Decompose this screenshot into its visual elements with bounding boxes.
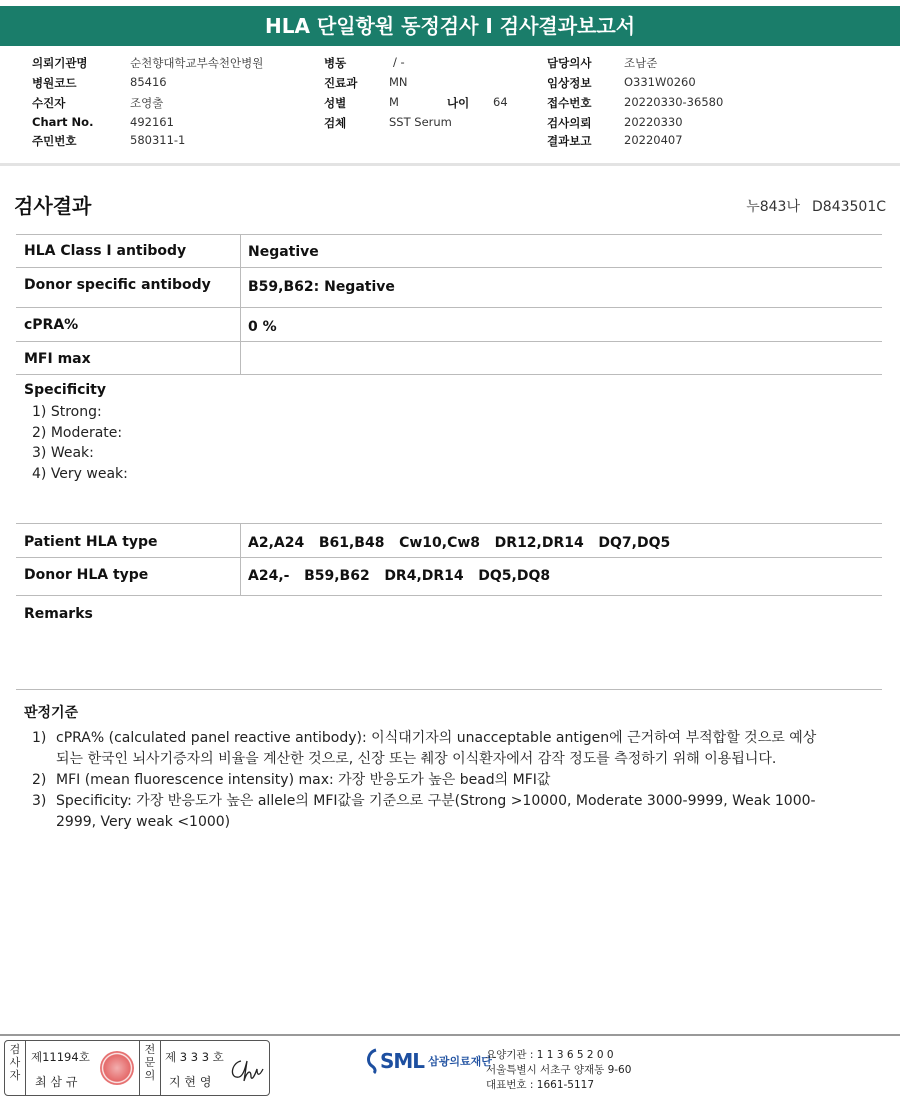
signature-icon xyxy=(227,1055,265,1085)
row-label: Donor HLA type xyxy=(24,567,149,583)
seal-icon xyxy=(100,1051,134,1085)
examiner-name: 최 삼 규 xyxy=(35,1075,78,1089)
row-label: MFI max xyxy=(24,351,91,367)
specialist-label: 전문의 xyxy=(144,1043,156,1082)
agency-code: 요양기관 : 1 1 3 6 5 2 0 0 xyxy=(486,1049,614,1061)
row-label: HLA Class I antibody xyxy=(24,243,187,259)
remarks-divider xyxy=(16,689,882,690)
meta-label: Chart No. xyxy=(32,115,94,129)
results-table xyxy=(16,234,882,375)
row-value: A24,- B59,B62 DR4,DR14 DQ5,DQ8 xyxy=(248,568,551,584)
meta-value: 20220330 xyxy=(624,115,683,129)
meta-value: 조남준 xyxy=(624,56,658,70)
specialist-name: 지 현 영 xyxy=(169,1075,212,1089)
logo-text: SML xyxy=(380,1049,425,1073)
row-label: Patient HLA type xyxy=(24,534,158,550)
row-label: cPRA% xyxy=(24,317,79,333)
table-row xyxy=(16,524,882,558)
meta-value: 20220407 xyxy=(624,133,683,147)
sample-id xyxy=(734,196,886,216)
item-number: 1) xyxy=(32,730,47,746)
signature-box xyxy=(4,1040,270,1096)
criteria-title: 판정기준 xyxy=(24,705,79,721)
row-value: A2,A24 B61,B48 Cw10,Cw8 DR12,DR14 DQ7,DQ5 xyxy=(248,535,671,551)
meta-label: 검사의뢰 xyxy=(547,116,592,130)
meta-label: 성별 xyxy=(324,96,347,110)
meta-value: 492161 xyxy=(130,115,174,129)
list-item: 2) Moderate: xyxy=(32,424,123,441)
list-item xyxy=(32,770,824,791)
list-item: 4) Very weak: xyxy=(32,465,128,482)
logo-icon xyxy=(366,1048,378,1074)
specificity-section xyxy=(24,382,128,484)
item-text: cPRA% (calculated panel reactive antibody): 이식대기자의 unacceptable antigen에 근거하여 부적합할 것으로 예상되는 한국인 뇌사기증자의 비율을 계산한 것으로, 신장 또는 췌장 이식환자에서 감작 정도를 측정하기 위해 이용됩니다. xyxy=(56,730,817,767)
footer-divider xyxy=(0,1034,900,1036)
hla-table xyxy=(16,523,882,596)
remarks-title: Remarks xyxy=(24,606,93,622)
meta-label: 접수번호 xyxy=(547,96,592,110)
row-value: B59,B62: Negative xyxy=(248,279,395,295)
meta-label: 의뢰기관명 xyxy=(32,56,88,70)
results-title: 검사결과 xyxy=(14,194,92,218)
meta-label: 검체 xyxy=(324,116,347,130)
table-row xyxy=(16,268,882,308)
meta-label: 나이 xyxy=(447,96,470,110)
meta-value: O331W0260 xyxy=(624,75,696,89)
specificity-title: Specificity xyxy=(24,382,106,398)
meta-value: 580311-1 xyxy=(130,133,186,147)
org-logo xyxy=(366,1048,492,1074)
table-row xyxy=(16,235,882,268)
address: 서울특별시 서초구 양재동 9-60 xyxy=(486,1064,632,1076)
meta-label: 주민번호 xyxy=(32,134,77,148)
row-value: Negative xyxy=(248,244,319,260)
logo-org-name: 삼광의료재단 xyxy=(428,1055,492,1068)
table-row xyxy=(16,308,882,342)
phone: 대표번호 : 1661-5117 xyxy=(486,1079,595,1091)
meta-label: 담당의사 xyxy=(547,56,592,70)
meta-value: 85416 xyxy=(130,75,167,89)
list-item xyxy=(32,791,824,833)
meta-value: / - xyxy=(393,55,405,69)
org-address xyxy=(486,1048,631,1093)
list-item xyxy=(32,728,824,770)
examiner-license: 제11194호 xyxy=(31,1050,90,1064)
meta-label: 병원코드 xyxy=(32,76,77,90)
criteria-section xyxy=(24,702,824,833)
sample-code-1: 누843나 xyxy=(746,199,800,215)
table-row xyxy=(16,342,882,375)
meta-label: 병동 xyxy=(324,56,347,70)
meta-value: SST Serum xyxy=(389,115,452,129)
meta-label: 수진자 xyxy=(32,96,66,110)
examiner-label: 검사자 xyxy=(9,1043,21,1082)
row-value: 0 % xyxy=(248,319,277,335)
meta-value: 순천향대학교부속천안병원 xyxy=(130,56,264,70)
row-label: Donor specific antibody xyxy=(24,277,211,293)
specialist-license: 제 3 3 3 호 xyxy=(165,1050,224,1064)
meta-value: 조영출 xyxy=(130,96,164,110)
meta-label: 임상정보 xyxy=(547,76,592,90)
item-number: 3) xyxy=(32,793,47,809)
meta-value: M xyxy=(389,95,399,109)
meta-label: 결과보고 xyxy=(547,134,592,148)
table-row xyxy=(16,558,882,596)
list-item: 3) Weak: xyxy=(32,445,94,461)
item-text: Specificity: 가장 반응도가 높은 allele의 MFI값을 기준으로 구분(Strong >10000, Moderate 3000-9999, Weak 1000-2999, Very weak <1000) xyxy=(56,793,816,830)
meta-label: 진료과 xyxy=(324,76,358,90)
item-number: 2) xyxy=(32,772,47,788)
remarks-section xyxy=(24,606,93,626)
header-divider xyxy=(0,163,900,166)
meta-value: 64 xyxy=(493,95,508,109)
meta-value: 20220330-36580 xyxy=(624,95,724,109)
report-title: HLA 단일항원 동정검사 I 검사결과보고서 xyxy=(0,6,900,46)
meta-value: MN xyxy=(389,75,408,89)
list-item: 1) Strong: xyxy=(32,404,102,420)
sample-code-2: D843501C xyxy=(812,199,886,215)
item-text: MFI (mean fluorescence intensity) max: 가장 반응도가 높은 bead의 MFI값 xyxy=(56,772,551,788)
